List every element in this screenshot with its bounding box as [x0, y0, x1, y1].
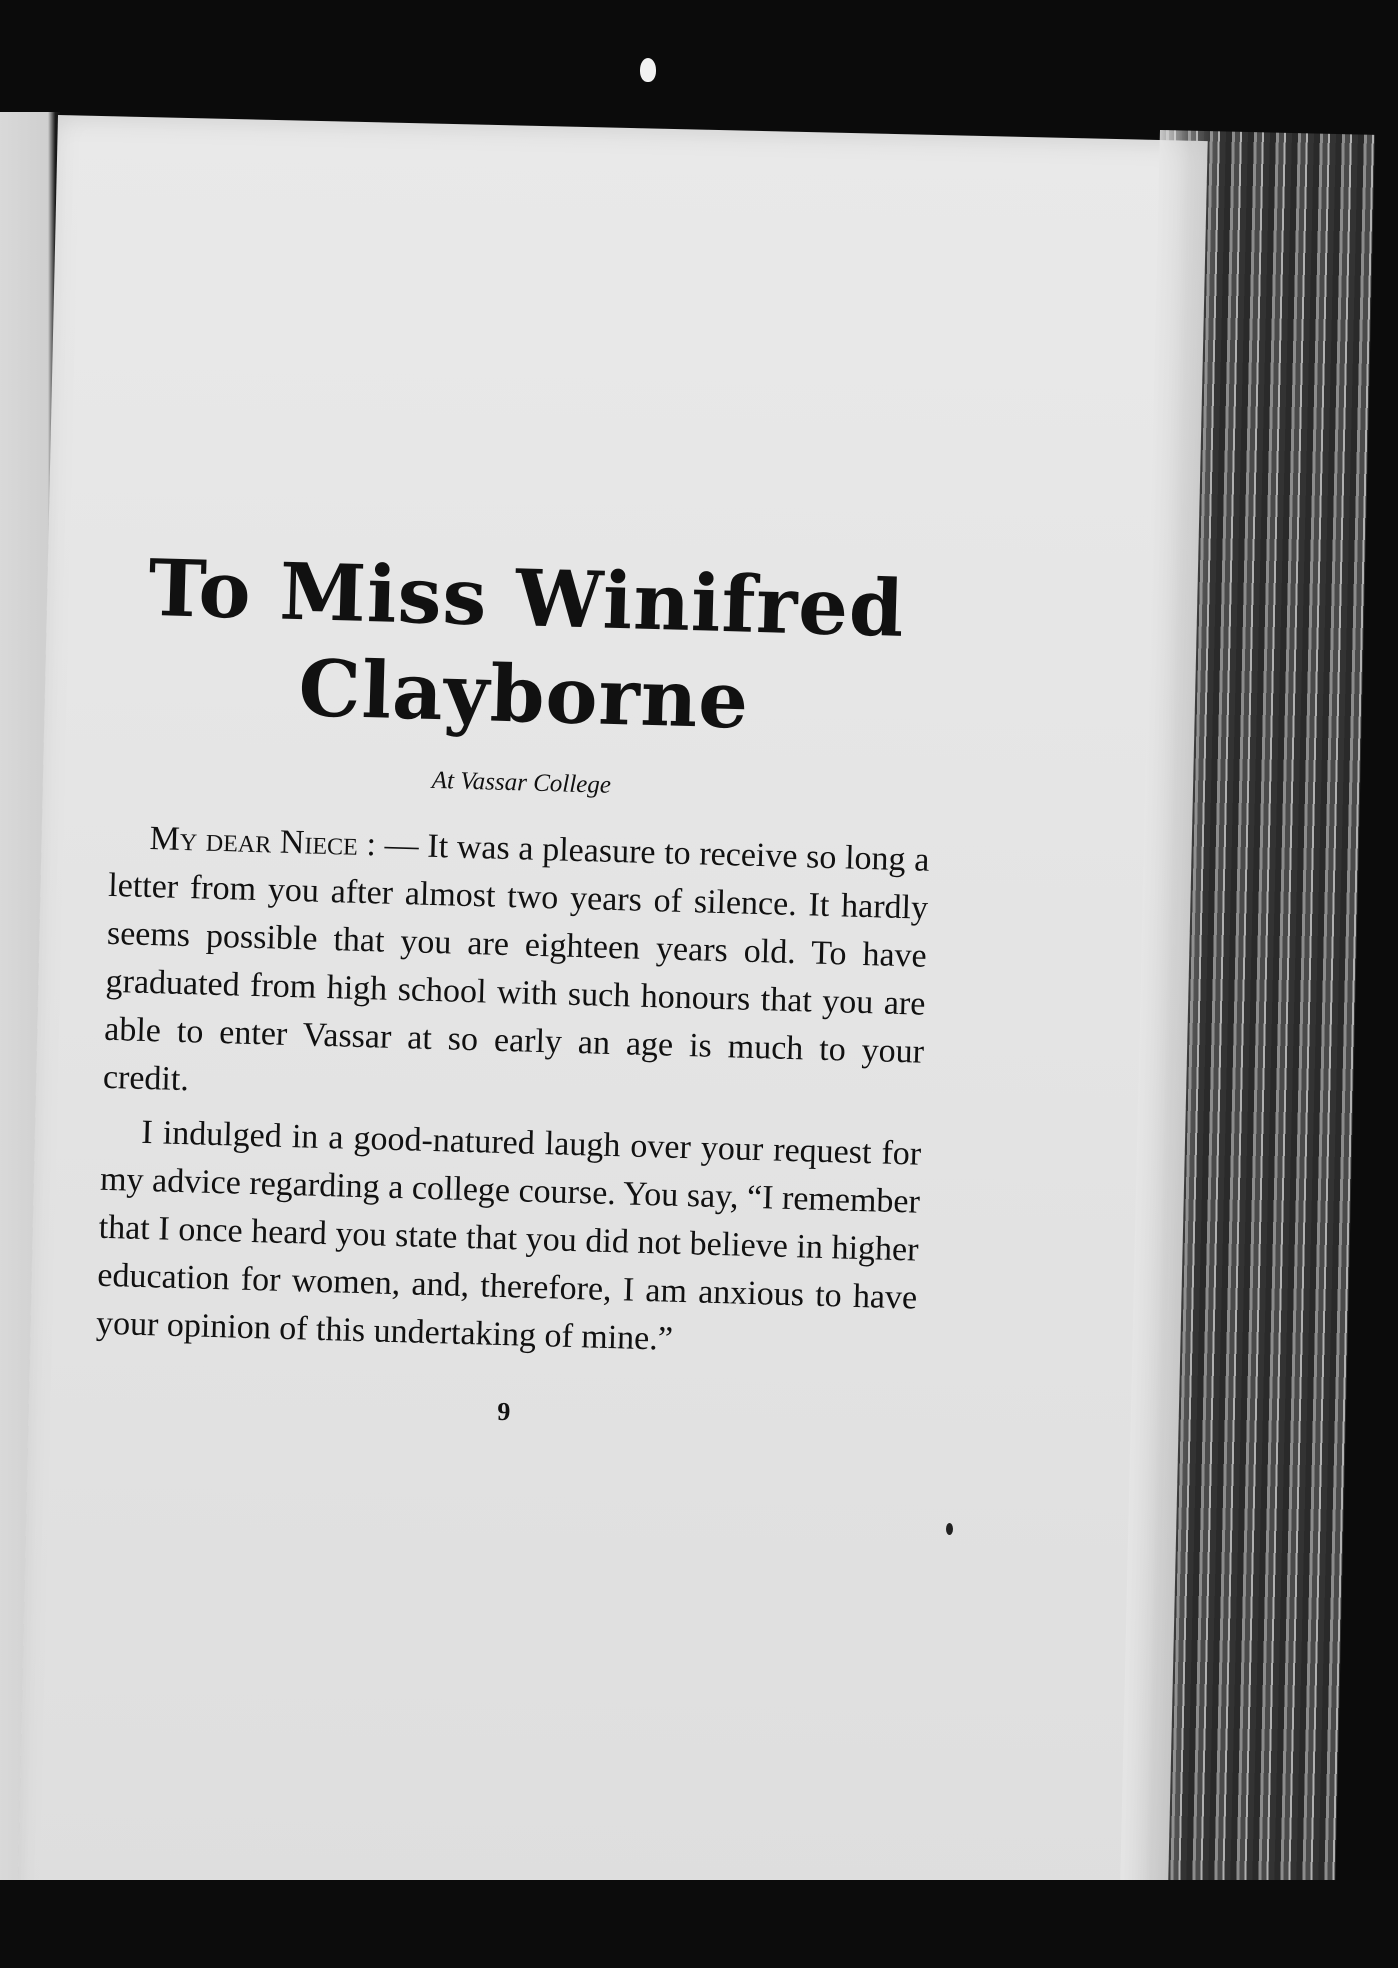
- scan-speck: [946, 1523, 953, 1535]
- page-number: 9: [496, 1396, 511, 1427]
- paragraph-1-text: — It was a pleasure to receive so long a letter from you after almost two years of silence. It hardly seems possible that you are eighteen years old. To have graduated from high school with such honours that you are able to enter Vassar at so early an age is much to your credit.: [102, 826, 930, 1099]
- scan-speck: [640, 58, 656, 82]
- letter-title: To Miss Winifred Clayborne: [147, 542, 906, 747]
- page-content: [94, 540, 938, 1439]
- letter-subtitle: At Vassar College: [431, 766, 612, 799]
- paragraph-2: I indulged in a good-natured laugh over your request for my advice regarding a college course. You say, “I remember that I once heard you state that you did not believe in higher education for women, and, therefore, I am anxious to have your opinion of this undertaking of mine.”: [95, 1113, 922, 1358]
- paragraph-1: [102, 814, 930, 1125]
- salutation: My dear Niece :: [149, 820, 377, 864]
- scan-background: [0, 1880, 1398, 1968]
